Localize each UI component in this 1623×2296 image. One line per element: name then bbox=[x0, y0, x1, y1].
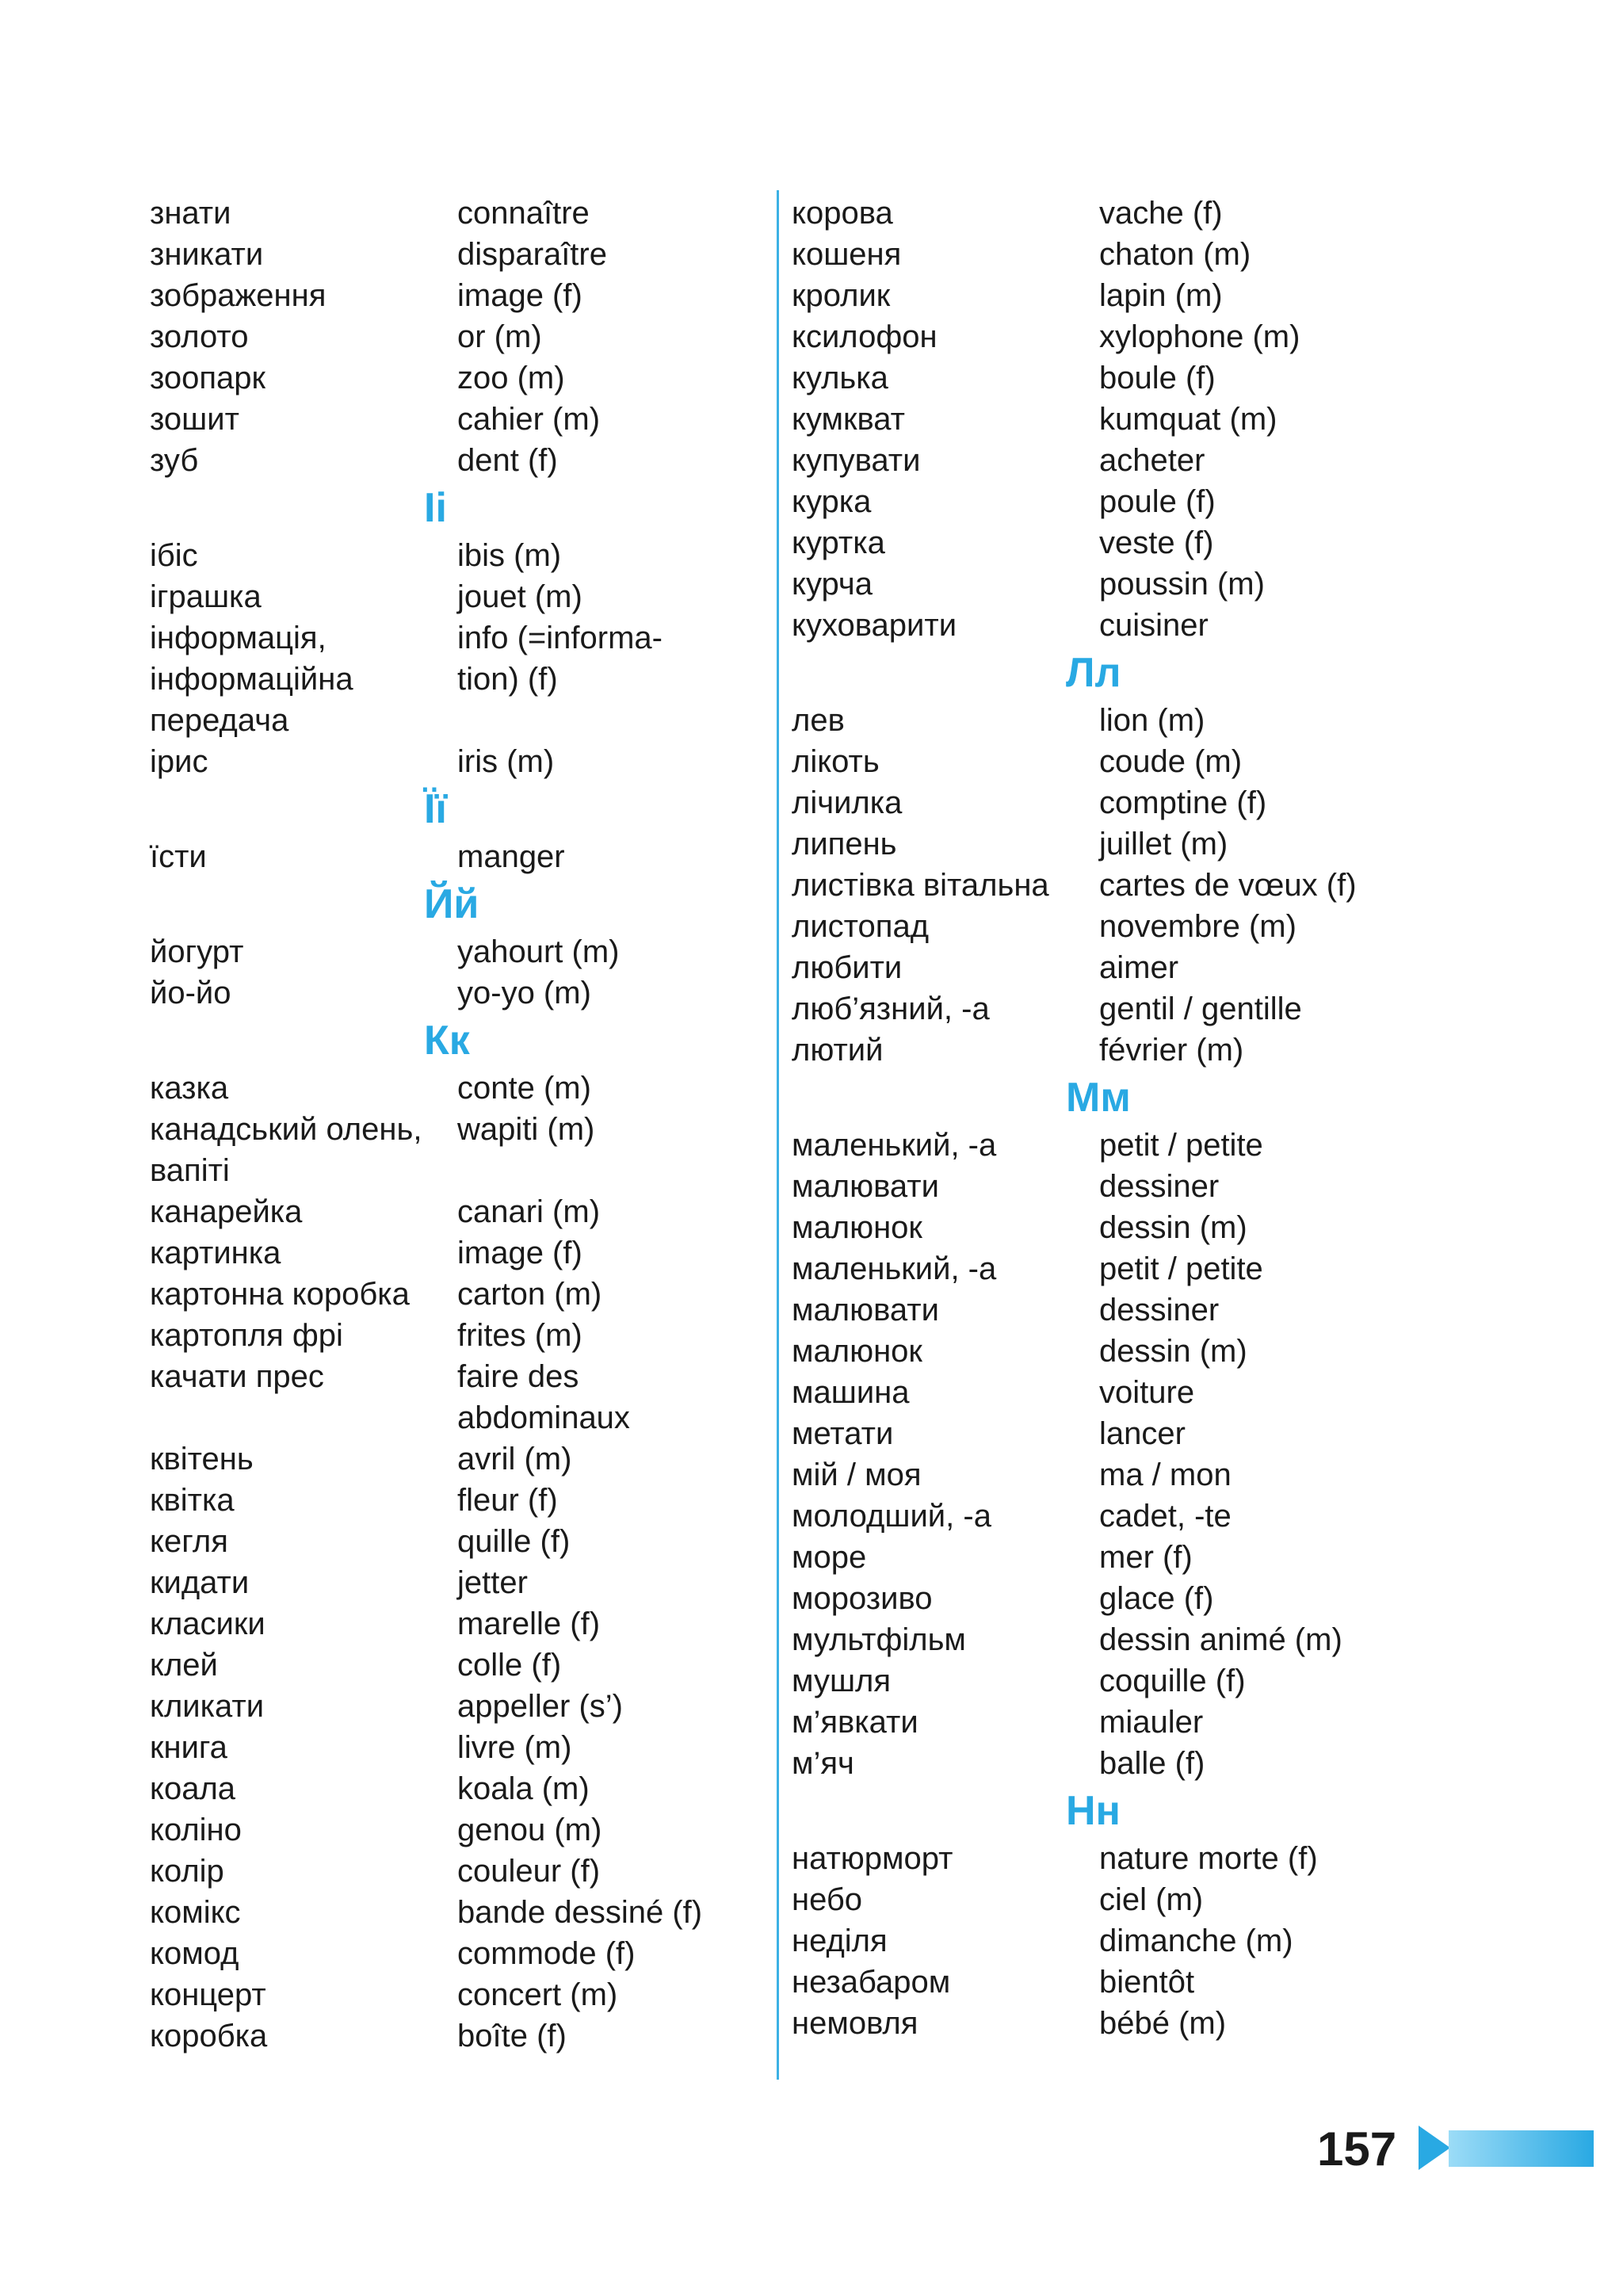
ukrainian-word: куртка bbox=[792, 525, 885, 560]
ukrainian-word: комод bbox=[150, 1936, 239, 1971]
french-translation: disparaître bbox=[457, 237, 607, 272]
ukrainian-word: лічилка bbox=[792, 785, 903, 820]
french-translation: cuisiner bbox=[1099, 608, 1209, 643]
page-number: 157 bbox=[1317, 2122, 1397, 2176]
ukrainian-word: маленький, -а bbox=[792, 1128, 997, 1163]
ukrainian-word: м’яч bbox=[792, 1746, 854, 1781]
dictionary-entry bbox=[150, 1274, 752, 1315]
ukrainian-word bbox=[150, 1397, 457, 1438]
ukrainian-word: клей bbox=[150, 1648, 218, 1683]
french-translation: iris (m) bbox=[457, 744, 555, 779]
ukrainian-word: зоопарк bbox=[150, 361, 266, 395]
ukrainian-word: картонна коробка bbox=[150, 1277, 410, 1312]
french-translation: info (=informa- bbox=[457, 621, 663, 655]
ukrainian-word: листопад bbox=[792, 909, 930, 944]
dictionary-entry bbox=[792, 1207, 1394, 1248]
french-translation: vache (f) bbox=[1099, 196, 1223, 231]
dictionary-entry bbox=[150, 1109, 752, 1150]
ukrainian-word: канарейка bbox=[150, 1194, 303, 1229]
dictionary-entry bbox=[792, 563, 1394, 605]
french-translation: acheter bbox=[1099, 443, 1205, 478]
dictionary-entry bbox=[792, 440, 1394, 481]
french-translation: dessin animé (m) bbox=[1099, 1622, 1342, 1657]
ukrainian-word: канадський олень, bbox=[150, 1112, 422, 1147]
dictionary-entry bbox=[792, 1454, 1394, 1496]
french-translation: yo-yo (m) bbox=[457, 976, 591, 1010]
ukrainian-word: їсти bbox=[150, 839, 207, 874]
ukrainian-word: картинка bbox=[150, 1236, 281, 1270]
french-translation: poussin (m) bbox=[1099, 567, 1265, 602]
page-tab-band bbox=[1449, 2130, 1594, 2167]
french-translation: aimer bbox=[1099, 950, 1179, 985]
ukrainian-word: лев bbox=[792, 703, 845, 738]
french-translation: appeller (s’) bbox=[457, 1689, 623, 1724]
ukrainian-word: зуб bbox=[150, 443, 199, 478]
dictionary-entry bbox=[150, 316, 752, 357]
french-translation: poule (f) bbox=[1099, 484, 1216, 519]
french-translation: bientôt bbox=[1099, 1965, 1195, 2000]
ukrainian-word: кидати bbox=[150, 1565, 250, 1600]
french-translation: dessiner bbox=[1099, 1293, 1220, 1328]
dictionary-entry bbox=[150, 1851, 752, 1892]
dictionary-entry bbox=[792, 605, 1394, 646]
ukrainian-word: кегля bbox=[150, 1524, 228, 1559]
ukrainian-word: листівка вітальна bbox=[792, 868, 1049, 903]
french-translation: chaton (m) bbox=[1099, 237, 1251, 272]
ukrainian-word: комікс bbox=[150, 1895, 241, 1930]
dictionary-entry bbox=[792, 399, 1394, 440]
ukrainian-word: коліно bbox=[150, 1813, 242, 1847]
ukrainian-word: кошеня bbox=[792, 237, 902, 272]
dictionary-entry bbox=[792, 1838, 1394, 1879]
french-translation: boule (f) bbox=[1099, 361, 1216, 395]
ukrainian-word: корова bbox=[792, 196, 893, 231]
dictionary-entry bbox=[792, 1125, 1394, 1166]
french-translation: frites (m) bbox=[457, 1318, 582, 1353]
french-translation: image (f) bbox=[457, 1236, 582, 1270]
french-translation: juillet (m) bbox=[1099, 827, 1228, 861]
ukrainian-word: йо-йо bbox=[150, 976, 231, 1010]
dictionary-entry bbox=[150, 931, 752, 972]
ukrainian-word: книга bbox=[150, 1730, 227, 1765]
dictionary-entry bbox=[150, 440, 752, 481]
french-translation: xylophone (m) bbox=[1099, 319, 1300, 354]
french-translation: lancer bbox=[1099, 1416, 1186, 1451]
dictionary-entry bbox=[150, 659, 752, 700]
dictionary-entry bbox=[792, 1496, 1394, 1537]
ukrainian-word: молодший, -а bbox=[792, 1499, 991, 1534]
french-translation: carton (m) bbox=[457, 1277, 602, 1312]
french-translation: fleur (f) bbox=[457, 1483, 558, 1518]
dictionary-entry bbox=[150, 1068, 752, 1109]
ukrainian-word: кликати bbox=[150, 1689, 265, 1724]
column-divider bbox=[777, 190, 779, 2080]
french-translation: glace (f) bbox=[1099, 1581, 1214, 1616]
ukrainian-word: інформаційна bbox=[150, 662, 353, 697]
french-translation: concert (m) bbox=[457, 1977, 618, 2012]
dictionary-entry bbox=[150, 1768, 752, 1809]
dictionary-entry bbox=[150, 741, 752, 782]
dictionary-entry bbox=[150, 193, 752, 234]
french-translation: conte (m) bbox=[457, 1071, 591, 1106]
ukrainian-word: небо bbox=[792, 1882, 863, 1917]
french-translation: novembre (m) bbox=[1099, 909, 1296, 944]
ukrainian-word: курка bbox=[792, 484, 872, 519]
french-translation: yahourt (m) bbox=[457, 934, 620, 969]
french-translation: voiture bbox=[1099, 1375, 1195, 1410]
dictionary-entry bbox=[792, 1248, 1394, 1289]
dictionary-entry bbox=[150, 357, 752, 399]
ukrainian-word: м’явкати bbox=[792, 1705, 918, 1740]
french-translation: bande dessiné (f) bbox=[457, 1895, 703, 1930]
french-translation: comptine (f) bbox=[1099, 785, 1267, 820]
french-translation: lion (m) bbox=[1099, 703, 1205, 738]
dictionary-entry bbox=[150, 700, 752, 741]
section-letter-heading: Мм bbox=[1066, 1075, 1131, 1121]
dictionary-entry bbox=[150, 1933, 752, 1974]
dictionary-entry bbox=[150, 535, 752, 576]
french-translation: faire des bbox=[457, 1359, 579, 1394]
dictionary-entry bbox=[150, 1356, 752, 1397]
french-translation: coude (m) bbox=[1099, 744, 1243, 779]
dictionary-column-right bbox=[792, 193, 1394, 2044]
dictionary-entry bbox=[150, 1150, 752, 1191]
french-translation: mer (f) bbox=[1099, 1540, 1193, 1575]
french-translation: abdominaux bbox=[457, 1400, 630, 1435]
french-translation: cahier (m) bbox=[457, 402, 601, 437]
dictionary-entry bbox=[150, 1480, 752, 1521]
french-translation: zoo (m) bbox=[457, 361, 565, 395]
french-translation: genou (m) bbox=[457, 1813, 602, 1847]
ukrainian-word: любити bbox=[792, 950, 903, 985]
section-letter-heading: Іі bbox=[424, 485, 447, 531]
ukrainian-word: натюрморт bbox=[792, 1841, 953, 1876]
dictionary-entry bbox=[150, 2015, 752, 2057]
ukrainian-word: мультфільм bbox=[792, 1622, 966, 1657]
dictionary-entry bbox=[792, 1660, 1394, 1702]
ukrainian-word: колір bbox=[150, 1854, 224, 1889]
ukrainian-word: морозиво bbox=[792, 1581, 933, 1616]
ukrainian-word: незабаром bbox=[792, 1965, 951, 2000]
ukrainian-word: мій / моя bbox=[792, 1457, 922, 1492]
dictionary-entry bbox=[150, 399, 752, 440]
dictionary-entry bbox=[792, 700, 1394, 741]
ukrainian-word: ксилофон bbox=[792, 319, 938, 354]
ukrainian-word: класики bbox=[150, 1606, 265, 1641]
dictionary-entry bbox=[792, 1879, 1394, 1920]
dictionary-entry bbox=[792, 1537, 1394, 1578]
french-translation: miauler bbox=[1099, 1705, 1204, 1740]
french-translation: connaître bbox=[457, 196, 590, 231]
dictionary-entry bbox=[150, 1892, 752, 1933]
dictionary-entry bbox=[792, 1413, 1394, 1454]
french-translation: ma / mon bbox=[1099, 1457, 1232, 1492]
french-translation: jouet (m) bbox=[457, 579, 582, 614]
french-translation: ciel (m) bbox=[1099, 1882, 1204, 1917]
dictionary-entry bbox=[150, 1686, 752, 1727]
ukrainian-word: кролик bbox=[792, 278, 891, 313]
french-translation: coquille (f) bbox=[1099, 1664, 1246, 1698]
ukrainian-word: люб’язний, -а bbox=[792, 991, 990, 1026]
section-letter-heading: Її bbox=[424, 786, 447, 832]
french-translation: petit / petite bbox=[1099, 1128, 1263, 1163]
ukrainian-word: мушля bbox=[792, 1664, 892, 1698]
dictionary-entry bbox=[792, 1619, 1394, 1660]
ukrainian-word: інформація, bbox=[150, 621, 327, 655]
dictionary-entry bbox=[150, 836, 752, 877]
dictionary-entry bbox=[792, 741, 1394, 782]
dictionary-entry bbox=[150, 617, 752, 659]
french-translation: tion) (f) bbox=[457, 662, 558, 697]
section-letter-heading: Кк bbox=[424, 1018, 470, 1064]
dictionary-entry bbox=[150, 1521, 752, 1562]
french-translation: livre (m) bbox=[457, 1730, 572, 1765]
french-translation: bébé (m) bbox=[1099, 2006, 1227, 2041]
ukrainian-word: купувати bbox=[792, 443, 921, 478]
page-arrow-icon bbox=[1419, 2126, 1450, 2170]
dictionary-entry bbox=[150, 1727, 752, 1768]
french-translation: boîte (f) bbox=[457, 2019, 567, 2053]
dictionary-entry bbox=[150, 576, 752, 617]
dictionary-entry bbox=[792, 1289, 1394, 1331]
ukrainian-word: качати прес bbox=[150, 1359, 324, 1394]
section-letter-heading: Лл bbox=[1066, 650, 1121, 696]
dictionary-entry bbox=[792, 865, 1394, 906]
dictionary-entry bbox=[792, 906, 1394, 947]
ukrainian-word: ірис bbox=[150, 744, 208, 779]
ukrainian-word: коробка bbox=[150, 2019, 268, 2053]
ukrainian-word: зникати bbox=[150, 237, 264, 272]
dictionary-entry bbox=[150, 1974, 752, 2015]
ukrainian-word: кумкват bbox=[792, 402, 905, 437]
french-translation: dimanche (m) bbox=[1099, 1924, 1293, 1958]
french-translation: jetter bbox=[457, 1565, 528, 1600]
french-translation: dent (f) bbox=[457, 443, 558, 478]
dictionary-entry bbox=[792, 1702, 1394, 1743]
dictionary-entry bbox=[792, 522, 1394, 563]
french-translation: dessin (m) bbox=[1099, 1210, 1247, 1245]
ukrainian-word: зошит bbox=[150, 402, 239, 437]
dictionary-entry bbox=[792, 481, 1394, 522]
ukrainian-word: вапіті bbox=[150, 1153, 230, 1188]
french-translation: commode (f) bbox=[457, 1936, 636, 1971]
ukrainian-word: казка bbox=[150, 1071, 229, 1106]
ukrainian-word: неділя bbox=[792, 1924, 888, 1958]
dictionary-entry bbox=[150, 1438, 752, 1480]
section-letter-heading: Йй bbox=[424, 881, 479, 927]
french-translation: veste (f) bbox=[1099, 525, 1214, 560]
ukrainian-word: малюнок bbox=[792, 1210, 922, 1245]
ukrainian-word: море bbox=[792, 1540, 867, 1575]
ukrainian-word: йогурт bbox=[150, 934, 244, 969]
ukrainian-word: зображення bbox=[150, 278, 327, 313]
ukrainian-word: кулька bbox=[792, 361, 888, 395]
dictionary-entry bbox=[792, 947, 1394, 988]
french-translation: marelle (f) bbox=[457, 1606, 601, 1641]
dictionary-entry bbox=[150, 234, 752, 275]
dictionary-entry bbox=[150, 972, 752, 1014]
dictionary-entry bbox=[150, 1397, 752, 1438]
dictionary-entry bbox=[792, 316, 1394, 357]
dictionary-entry bbox=[792, 1743, 1394, 1784]
french-translation: cartes de vœux (f) bbox=[1099, 868, 1357, 903]
french-translation: image (f) bbox=[457, 278, 582, 313]
french-translation: quille (f) bbox=[457, 1524, 571, 1559]
ukrainian-word: іграшка bbox=[150, 579, 262, 614]
dictionary-entry bbox=[150, 1645, 752, 1686]
ukrainian-word: коала bbox=[150, 1771, 236, 1806]
ukrainian-word: малювати bbox=[792, 1293, 939, 1328]
ukrainian-word: картопля фрі bbox=[150, 1318, 343, 1353]
french-translation: lapin (m) bbox=[1099, 278, 1223, 313]
dictionary-entry bbox=[150, 1562, 752, 1603]
french-translation: avril (m) bbox=[457, 1442, 572, 1477]
dictionary-entry bbox=[792, 823, 1394, 865]
dictionary-entry bbox=[150, 1191, 752, 1232]
dictionary-entry bbox=[792, 1578, 1394, 1619]
ukrainian-word: куховарити bbox=[792, 608, 957, 643]
ukrainian-word: машина bbox=[792, 1375, 910, 1410]
ukrainian-word: знати bbox=[150, 196, 231, 231]
ukrainian-word: метати bbox=[792, 1416, 894, 1451]
dictionary-entry bbox=[150, 275, 752, 316]
french-translation: or (m) bbox=[457, 319, 542, 354]
ukrainian-word: липень bbox=[792, 827, 897, 861]
dictionary-entry bbox=[792, 1030, 1394, 1071]
dictionary-entry bbox=[150, 1232, 752, 1274]
dictionary-entry bbox=[792, 988, 1394, 1030]
ukrainian-word: лютий bbox=[792, 1033, 884, 1068]
french-translation: cadet, -te bbox=[1099, 1499, 1232, 1534]
dictionary-entry bbox=[150, 1315, 752, 1356]
dictionary-entry bbox=[792, 234, 1394, 275]
ukrainian-word: золото bbox=[150, 319, 249, 354]
french-translation: wapiti (m) bbox=[457, 1112, 595, 1147]
ukrainian-word: лікоть bbox=[792, 744, 880, 779]
dictionary-entry bbox=[150, 1809, 752, 1851]
french-translation: colle (f) bbox=[457, 1648, 562, 1683]
french-translation: ibis (m) bbox=[457, 538, 562, 573]
dictionary-entry bbox=[792, 275, 1394, 316]
ukrainian-word: малювати bbox=[792, 1169, 939, 1204]
french-translation: kumquat (m) bbox=[1099, 402, 1277, 437]
french-translation: petit / petite bbox=[1099, 1251, 1263, 1286]
dictionary-entry bbox=[792, 1962, 1394, 2003]
ukrainian-word: ібіс bbox=[150, 538, 198, 573]
french-translation: manger bbox=[457, 839, 565, 874]
dictionary-entry bbox=[150, 1603, 752, 1645]
french-translation: dessin (m) bbox=[1099, 1334, 1247, 1369]
section-letter-heading: Нн bbox=[1066, 1788, 1121, 1834]
ukrainian-word: маленький, -а bbox=[792, 1251, 997, 1286]
french-translation: février (m) bbox=[1099, 1033, 1244, 1068]
french-translation: gentil / gentille bbox=[1099, 991, 1302, 1026]
dictionary-entry bbox=[792, 193, 1394, 234]
french-translation: canari (m) bbox=[457, 1194, 601, 1229]
dictionary-entry bbox=[792, 1920, 1394, 1962]
ukrainian-word: передача bbox=[150, 703, 289, 738]
french-translation: couleur (f) bbox=[457, 1854, 601, 1889]
dictionary-entry bbox=[792, 2003, 1394, 2044]
dictionary-entry bbox=[792, 782, 1394, 823]
ukrainian-word: немовля bbox=[792, 2006, 918, 2041]
french-translation: balle (f) bbox=[1099, 1746, 1205, 1781]
french-translation: koala (m) bbox=[457, 1771, 590, 1806]
french-translation: nature morte (f) bbox=[1099, 1841, 1318, 1876]
dictionary-column-left bbox=[150, 193, 752, 2057]
ukrainian-word: курча bbox=[792, 567, 873, 602]
dictionary-entry bbox=[792, 1166, 1394, 1207]
ukrainian-word: квітень bbox=[150, 1442, 254, 1477]
ukrainian-word: концерт bbox=[150, 1977, 266, 2012]
french-translation: dessiner bbox=[1099, 1169, 1220, 1204]
ukrainian-word: малюнок bbox=[792, 1334, 922, 1369]
dictionary-entry bbox=[792, 1372, 1394, 1413]
dictionary-entry bbox=[792, 1331, 1394, 1372]
ukrainian-word: квітка bbox=[150, 1483, 235, 1518]
dictionary-entry bbox=[792, 357, 1394, 399]
